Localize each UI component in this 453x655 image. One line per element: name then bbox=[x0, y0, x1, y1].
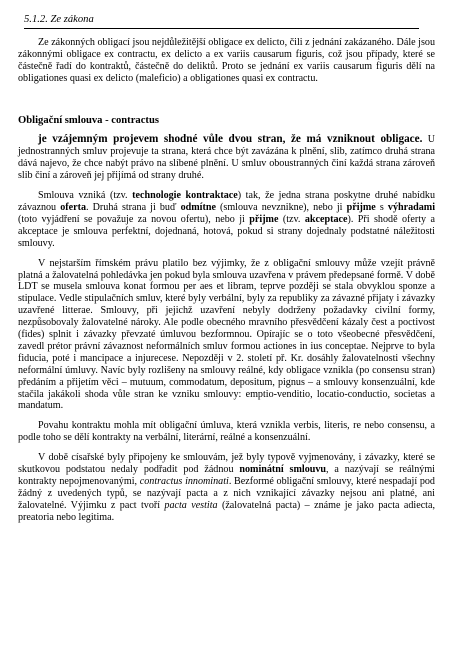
text-run: ). Při shodě oferty a akceptace je smlouva perfektní, dojednaná, hotová, pokud si strany dojednaly podstatné náležitosti smlouvy. bbox=[18, 213, 435, 249]
paragraph-statutory-obligations bbox=[18, 37, 435, 85]
section-heading bbox=[24, 14, 419, 29]
bold-term: přijme bbox=[346, 201, 376, 213]
bold-term: oferta bbox=[60, 201, 86, 213]
text-run: , a nazývají se reálnými kontrakty nepojmenovanými, bbox=[18, 464, 435, 487]
text-run: ) tak, že jedna strana poskytne druhé nabídku závaznou bbox=[18, 190, 435, 213]
italic-term: pacta vestita bbox=[164, 499, 218, 511]
bold-term: akceptace bbox=[304, 213, 348, 225]
paragraph-roman-law-history bbox=[18, 258, 435, 413]
paragraph-contract-types bbox=[18, 420, 435, 444]
bold-term: odmítne bbox=[180, 201, 216, 213]
text-run: . Bezformé obligační smlouvy, které nespadají pod žádný z uvedených typů, se nazývají pacta a z nich vznikající závazky nejsou ani platné, ani žalovatelné. Výjimku z pact tvoří bbox=[18, 476, 435, 511]
paragraph-contract-formation bbox=[18, 190, 435, 250]
text-run: (tzv. bbox=[278, 213, 305, 225]
italic-term: contractus innominati bbox=[139, 476, 229, 487]
paragraph-text: V nejstarším římském právu platilo bez výjimky, že z obligační smlouvy může vzejít právně platná a žalovatelná pohledávka jen pokud byla smlouva uzavřena v právem předepsané formě. V době LDT se musela smlouva konat formou per aes et libram, teprve později se stala obvyklou sponze a stipulace. Vedle stipulačních smluv, které byly verbální, byly za republiky za závazné přijaty i závazky uzavřené litterae. Smlouvy, při jejichž uzavření nebyly dodrženy požadavky civilní formy, nezpůsobovaly žalovatelné nároky. Ale podle obecného mravního přesvědčení kázaly čest a poctivost (fides) splnit i závazky převzaté úmluvou bezformnou. Opírajíc se o toto všeobecné přesvědčení, zavedl prétor právní závaznost neformálních smluv formou actiones in ius conceptae. Nejprve to byla fiducia, poté i mancipace a injurecese. Nepozději v 2. století př. Kr. dosáhly žalovatelnosti všechny neformální úmluvy. Navíc byly rozlišeny na smlouvy reálné, kdy obligace vznikla (po consensu stran) předáním a přijetím věci – mutuum, commodatum, depositum, pignus – a smlouvy konsenzuální, kde stačila jakákoli shoda vůle stran ke vzniku smlouvy: emptio-venditio, locatio-conductio, societas a mandatum. bbox=[18, 257, 435, 412]
definition-rest: U jednostranných smluv projevuje ta strana, která chce být zavázána k plnění, slib, zatímco druhá strana dává najevo, že chce nabýt právo na slíbené plnění. U smluv oboustranných činí každá strana zároveň slib činí a zároveň jej přijímá od strany druhé. bbox=[18, 134, 435, 182]
text-run: (smlouva nevznikne), nebo ji bbox=[215, 201, 347, 213]
text-run: (toto vyjádření se považuje za novou ofertu), nebo ji bbox=[18, 213, 250, 225]
definition-lead: je vzájemným projevem shodné vůle dvou stran, že má vzniknout obligace. bbox=[38, 133, 423, 146]
text-run: V době císařské byly připojeny ke smlouvám, jež byly typově vyjmenovány, i závazky, které se skutkovou podstatou nedaly podřadit pod žádnou bbox=[18, 452, 435, 476]
paragraph-contract-definition bbox=[18, 134, 435, 182]
bold-term: výhradami bbox=[387, 201, 435, 213]
text-run: s bbox=[375, 201, 388, 213]
paragraph-text: Ze zákonných obligací jsou nejdůležitější obligace ex delicto, čili z jednání zakázaného. Dále jsou zákonnými obligace ex contractu, ex delicto a ex variis causarum figuris, což jsou případy, které se částečně řadí do kontraktů, částečně do deliktů. Proto se jednání ex variis causarum figuris dělí na obligationes quasi ex delicto (maleficio) a obligationes quasi ex contractu. bbox=[18, 36, 435, 84]
paragraph-text: Povahu kontraktu mohla mít obligační úmluva, která vznikla verbis, literis, re nebo consensu, a podle toho se dělí kontrakty na verbální, literární, reálné a konsenzuální. bbox=[18, 420, 435, 444]
text-run: . Druhá strana ji buď bbox=[86, 201, 181, 213]
bold-term: přijme bbox=[249, 213, 279, 225]
paragraph-imperial-era bbox=[18, 452, 435, 523]
bold-term: technologie kontraktace bbox=[132, 190, 238, 202]
subheading-text: Obligační smlouva - contractus bbox=[18, 114, 159, 126]
bold-term: nominátní smlouvu bbox=[239, 464, 327, 476]
text-run: Smlouva vzniká (tzv. bbox=[38, 190, 133, 202]
subheading-contract bbox=[18, 115, 435, 127]
text-run: (žalovatelná pacta) – známe je jako pacta adiecta, preatoria nebo legitima. bbox=[18, 499, 435, 523]
section-title: 5.1.2. Ze zákona bbox=[24, 14, 94, 25]
